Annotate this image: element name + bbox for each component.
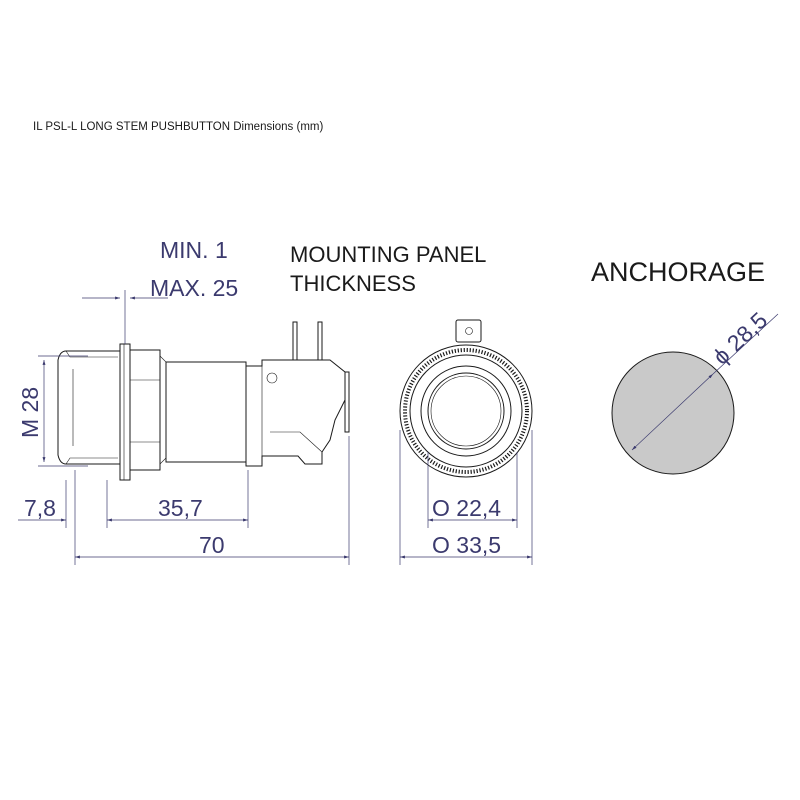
total-dim-text: 70: [199, 532, 225, 558]
nut-ring: [410, 355, 522, 467]
panel-thickness-dimension: [82, 237, 486, 301]
switch-logo: [267, 373, 277, 383]
panel-label-line2: THICKNESS: [290, 271, 416, 296]
inner-dim-text: O 22,4: [432, 495, 502, 521]
switch-detail: [270, 432, 322, 452]
length-dimensions: [18, 436, 349, 565]
body-dim-text: 35,7: [158, 495, 203, 521]
knurled-ring: [405, 350, 527, 472]
bezel-ring: [421, 366, 511, 456]
button-cap: [58, 351, 120, 464]
panel-min-text: MIN. 1: [160, 237, 228, 263]
anchorage-title: ANCHORAGE: [591, 257, 766, 287]
nut-chamfer: [160, 356, 166, 464]
terminal-hole: [466, 328, 473, 335]
threaded-body: [166, 362, 246, 462]
thread-text: M 28: [17, 386, 43, 438]
terminal-1: [293, 322, 297, 360]
anchorage-diameter-text: ϕ 28,5: [707, 306, 773, 370]
thread-dimension: [17, 356, 88, 466]
front-terminal: [456, 320, 481, 342]
outer-ring: [400, 345, 532, 477]
head-dim-text: 7,8: [24, 495, 56, 521]
terminal-2: [318, 322, 322, 360]
panel-max-text: MAX. 25: [150, 275, 239, 301]
anchorage-view: [591, 257, 778, 474]
button-ring-inner: [431, 376, 501, 446]
bezel-flange: [120, 344, 130, 480]
button-ring-outer: [428, 373, 504, 449]
mounting-nut: [130, 350, 160, 470]
switch-body: [246, 360, 345, 466]
side-view: [58, 290, 349, 480]
terminal-3: [345, 372, 349, 432]
outer-dim-text: O 33,5: [432, 532, 502, 558]
panel-label-line1: MOUNTING PANEL: [290, 242, 487, 267]
diagram-title: IL PSL-L LONG STEM PUSHBUTTON Dimensions (mm): [33, 121, 324, 133]
front-view: [400, 320, 532, 477]
cap-rim-bottom: [66, 458, 118, 464]
anchorage-hole: [612, 352, 734, 474]
